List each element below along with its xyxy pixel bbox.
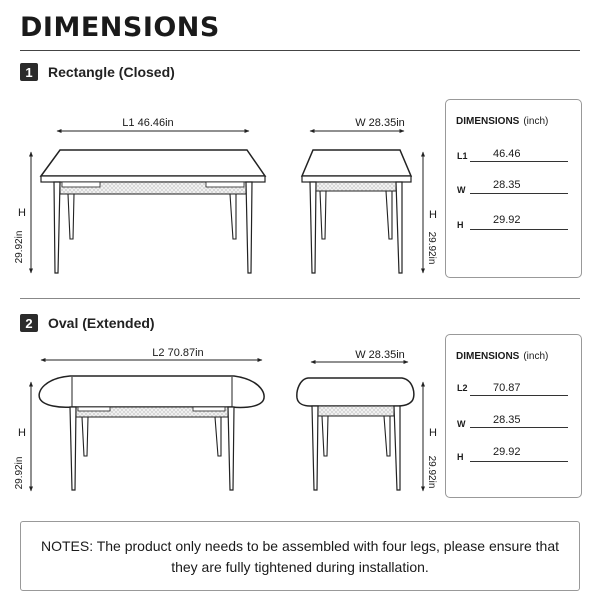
panel-2-underline-h (470, 461, 568, 462)
panel-1-value-w: 28.35 (493, 179, 521, 191)
rect-table-front-drawing (14, 117, 265, 273)
height-letter-1: H (18, 207, 26, 219)
notes-box (20, 521, 580, 591)
section-1-number: 1 (20, 63, 38, 81)
section-2-number: 2 (20, 314, 38, 332)
oval-table-front-drawing (14, 347, 264, 491)
dimensions-panel-2 (445, 334, 582, 498)
panel-1-key-h: H (457, 220, 464, 230)
panel-2-heading (456, 351, 548, 362)
notes-text: NOTES: The product only needs to be assembled with four legs, please ensure that they are fully tightened during installation. (40, 538, 560, 575)
panel-2-unit: (inch) (523, 351, 549, 362)
panel-1-underline-h (470, 229, 568, 230)
height-side-letter-1: H (429, 209, 437, 221)
height-value-1: 29.92in (14, 230, 25, 264)
panel-1-heading (456, 116, 548, 127)
width-label-1: W 28.35in (355, 117, 405, 129)
panel-2-value-w: 28.35 (493, 414, 521, 426)
length-label-1: L1 46.46in (122, 117, 174, 129)
height-side-value-1: 29.92in (426, 231, 437, 265)
section-1-title: Rectangle (Closed) (48, 64, 175, 80)
rect-table-side-drawing (302, 117, 437, 273)
panel-1-value-l1: 46.46 (493, 148, 521, 160)
width-label-2: W 28.35in (355, 349, 405, 361)
panel-2-value-h: 29.92 (493, 446, 521, 458)
panel-2-title: DIMENSIONS (456, 351, 520, 362)
panel-1-key-w: W (457, 185, 466, 195)
panel-2-underline-l2 (470, 395, 568, 396)
panel-2-underline-w (470, 427, 568, 428)
panel-2-value-l2: 70.87 (493, 382, 521, 394)
panel-1-unit: (inch) (523, 116, 549, 127)
panel-1-underline-w (470, 193, 568, 194)
panel-2-key-h: H (457, 452, 464, 462)
height-side-value-2: 29.92in (426, 455, 437, 489)
height-value-2: 29.92in (14, 456, 25, 490)
panel-1-value-h: 29.92 (493, 214, 521, 226)
panel-1-underline-l1 (470, 161, 568, 162)
panel-2-key-w: W (457, 419, 466, 429)
height-letter-2: H (18, 427, 26, 439)
page-title: DIMENSIONS (20, 12, 220, 43)
panel-1-title: DIMENSIONS (456, 116, 520, 127)
length-label-2: L2 70.87in (152, 347, 204, 359)
panel-2-key-l2: L2 (457, 383, 468, 393)
dimensions-panel-1 (445, 99, 582, 278)
section-2-title: Oval (Extended) (48, 315, 155, 331)
oval-table-side-drawing (297, 349, 437, 491)
panel-1-key-l1: L1 (457, 151, 468, 161)
height-side-letter-2: H (429, 427, 437, 439)
